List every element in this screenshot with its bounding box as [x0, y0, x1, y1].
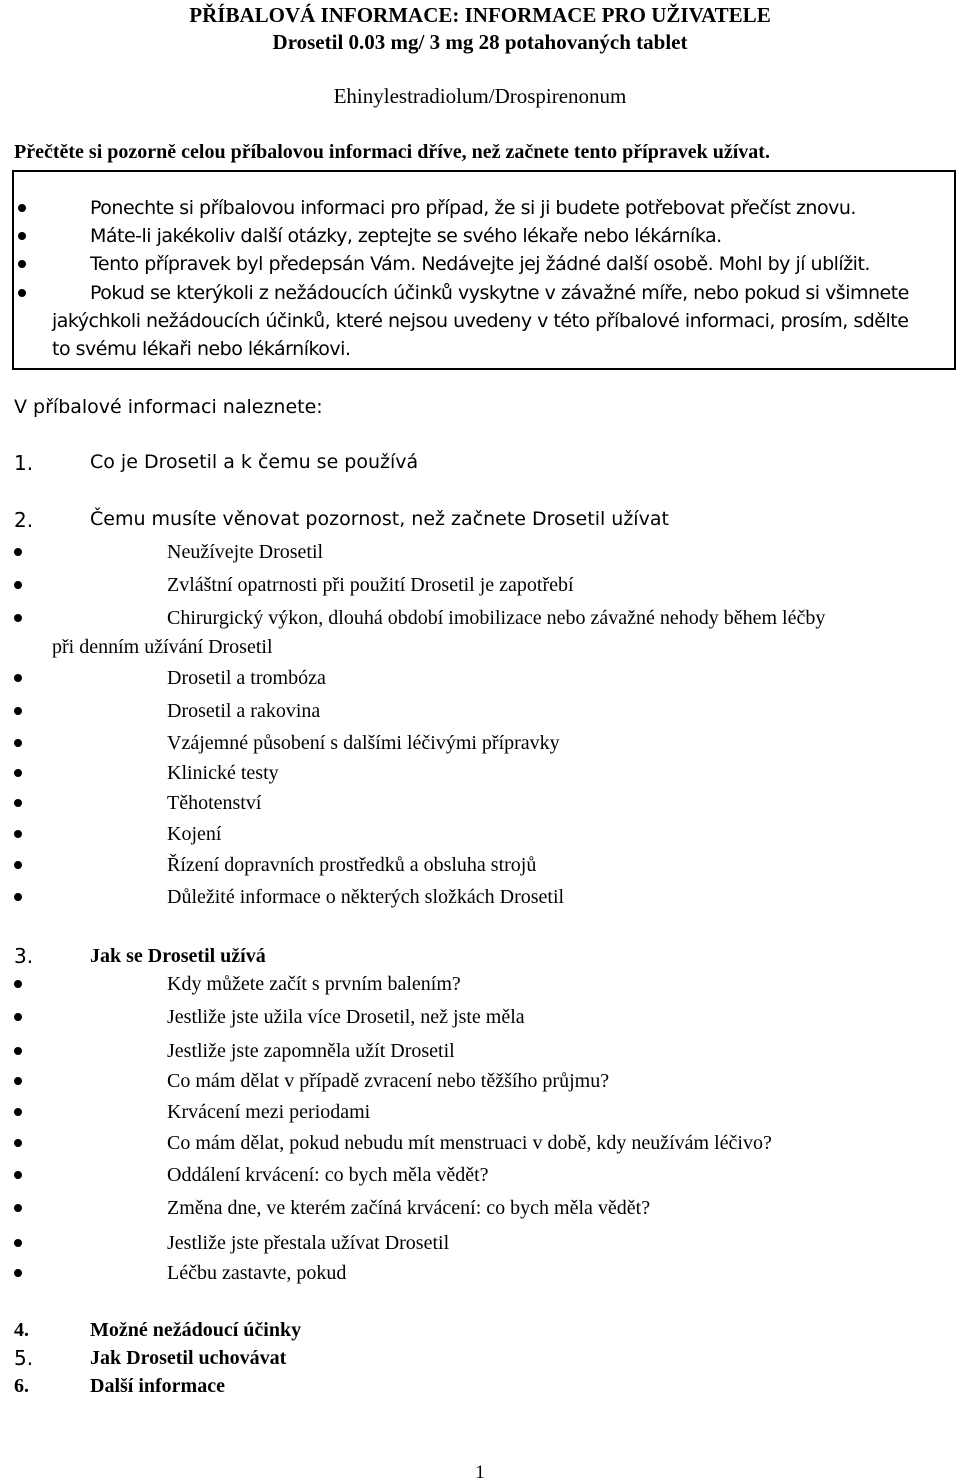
list-item: Co mám dělat, pokud nebudu mít menstruaci v době, kdy neužívám léčivo?	[167, 1132, 772, 1154]
bullet-icon	[14, 1204, 22, 1212]
bullet-icon	[14, 1013, 22, 1021]
list-item: Co mám dělat v případě zvracení nebo těžšího průjmu?	[167, 1070, 610, 1092]
list-item: Chirurgický výkon, dlouhá období imobilizace nebo závažné nehody během léčby	[167, 607, 826, 629]
section-title: Čemu musíte věnovat pozornost, než začnete Drosetil užívat	[90, 508, 669, 530]
notice-item: Ponechte si příbalovou informaci pro případ, že si ji budete potřebovat přečíst znovu.	[90, 197, 856, 219]
list-item: Kdy můžete začít s prvním balením?	[167, 973, 461, 995]
bullet-icon	[14, 1239, 22, 1247]
list-item-continuation: při denním užívání Drosetil	[52, 636, 273, 658]
bullet-icon	[14, 893, 22, 901]
bullet-icon	[14, 861, 22, 869]
bullet-icon	[18, 232, 26, 240]
notice-item: Máte-li jakékoliv další otázky, zeptejte se svého lékaře nebo lékárníka.	[90, 225, 722, 247]
notice-item: Tento přípravek byl předepsán Vám. Nedávejte jej žádné další osobě. Mohl by jí ublížit.	[90, 253, 870, 275]
bullet-icon	[14, 1047, 22, 1055]
page-number: 1	[475, 1462, 485, 1483]
bullet-icon	[14, 980, 22, 988]
notice-item-continuation: to svému lékaři nebo lékárníkovi.	[52, 338, 351, 360]
list-item: Důležité informace o některých složkách Drosetil	[167, 886, 565, 908]
section-title: Jak Drosetil uchovávat	[90, 1347, 287, 1369]
active-substance: Ehinylestradiolum/Drospirenonum	[333, 84, 627, 108]
bullet-icon	[14, 1139, 22, 1147]
bullet-icon	[14, 830, 22, 838]
notice-heading: Přečtěte si pozorně celou příbalovou informaci dříve, než začnete tento přípravek užívat.	[14, 141, 770, 163]
bullet-icon	[14, 707, 22, 715]
bullet-icon	[14, 581, 22, 589]
notice-item-continuation: jakýchkoli nežádoucích účinků, které nejsou uvedeny v této příbalové informaci, prosím, sdělte	[52, 310, 909, 332]
bullet-icon	[14, 739, 22, 747]
bullet-icon	[14, 1269, 22, 1277]
section-number: 3.	[14, 944, 34, 968]
section-number: 5.	[14, 1346, 34, 1370]
list-item: Jestliže jste užila více Drosetil, než jste měla	[167, 1006, 525, 1028]
bullet-icon	[18, 289, 26, 297]
section-number: 6.	[14, 1375, 29, 1397]
bullet-icon	[14, 614, 22, 622]
document-title: PŘÍBALOVÁ INFORMACE: INFORMACE PRO UŽIVATELE	[189, 3, 771, 27]
bullet-icon	[18, 260, 26, 268]
section-title: Další informace	[90, 1375, 225, 1397]
list-item: Oddálení krvácení: co bych měla vědět?	[167, 1164, 489, 1186]
list-item: Krvácení mezi periodami	[167, 1101, 371, 1123]
section-title: Jak se Drosetil užívá	[90, 945, 266, 967]
bullet-icon	[14, 674, 22, 682]
contents-heading: V příbalové informaci naleznete:	[14, 396, 323, 418]
bullet-icon	[14, 1108, 22, 1116]
list-item: Kojení	[167, 823, 222, 845]
list-item: Těhotenství	[167, 792, 262, 814]
bullet-icon	[14, 799, 22, 807]
notice-item: Pokud se kterýkoli z nežádoucích účinků vyskytne v závažné míře, nebo pokud si všimnete	[90, 282, 909, 304]
section-number: 2.	[14, 508, 34, 532]
section-title: Co je Drosetil a k čemu se používá	[90, 451, 419, 473]
list-item: Jestliže jste přestala užívat Drosetil	[167, 1232, 450, 1254]
bullet-icon	[14, 769, 22, 777]
section-number: 4.	[14, 1319, 29, 1341]
section-title: Možné nežádoucí účinky	[90, 1319, 302, 1341]
list-item: Vzájemné působení s dalšími léčivými přípravky	[167, 732, 560, 754]
section-number: 1.	[14, 451, 34, 475]
list-item: Drosetil a rakovina	[167, 700, 321, 722]
bullet-icon	[18, 204, 26, 212]
list-item: Neužívejte Drosetil	[167, 541, 324, 563]
list-item: Jestliže jste zapomněla užít Drosetil	[167, 1040, 455, 1062]
list-item: Změna dne, ve kterém začíná krvácení: co bych měla vědět?	[167, 1197, 651, 1219]
product-name: Drosetil 0.03 mg/ 3 mg 28 potahovaných tablet	[272, 30, 688, 54]
list-item: Drosetil a trombóza	[167, 667, 326, 689]
bullet-icon	[14, 1077, 22, 1085]
list-item: Léčbu zastavte, pokud	[167, 1262, 347, 1284]
list-item: Zvláštní opatrnosti při použití Drosetil je zapotřebí	[167, 574, 574, 596]
list-item: Řízení dopravních prostředků a obsluha strojů	[167, 854, 537, 876]
list-item: Klinické testy	[167, 762, 279, 784]
bullet-icon	[14, 1171, 22, 1179]
bullet-icon	[14, 548, 22, 556]
